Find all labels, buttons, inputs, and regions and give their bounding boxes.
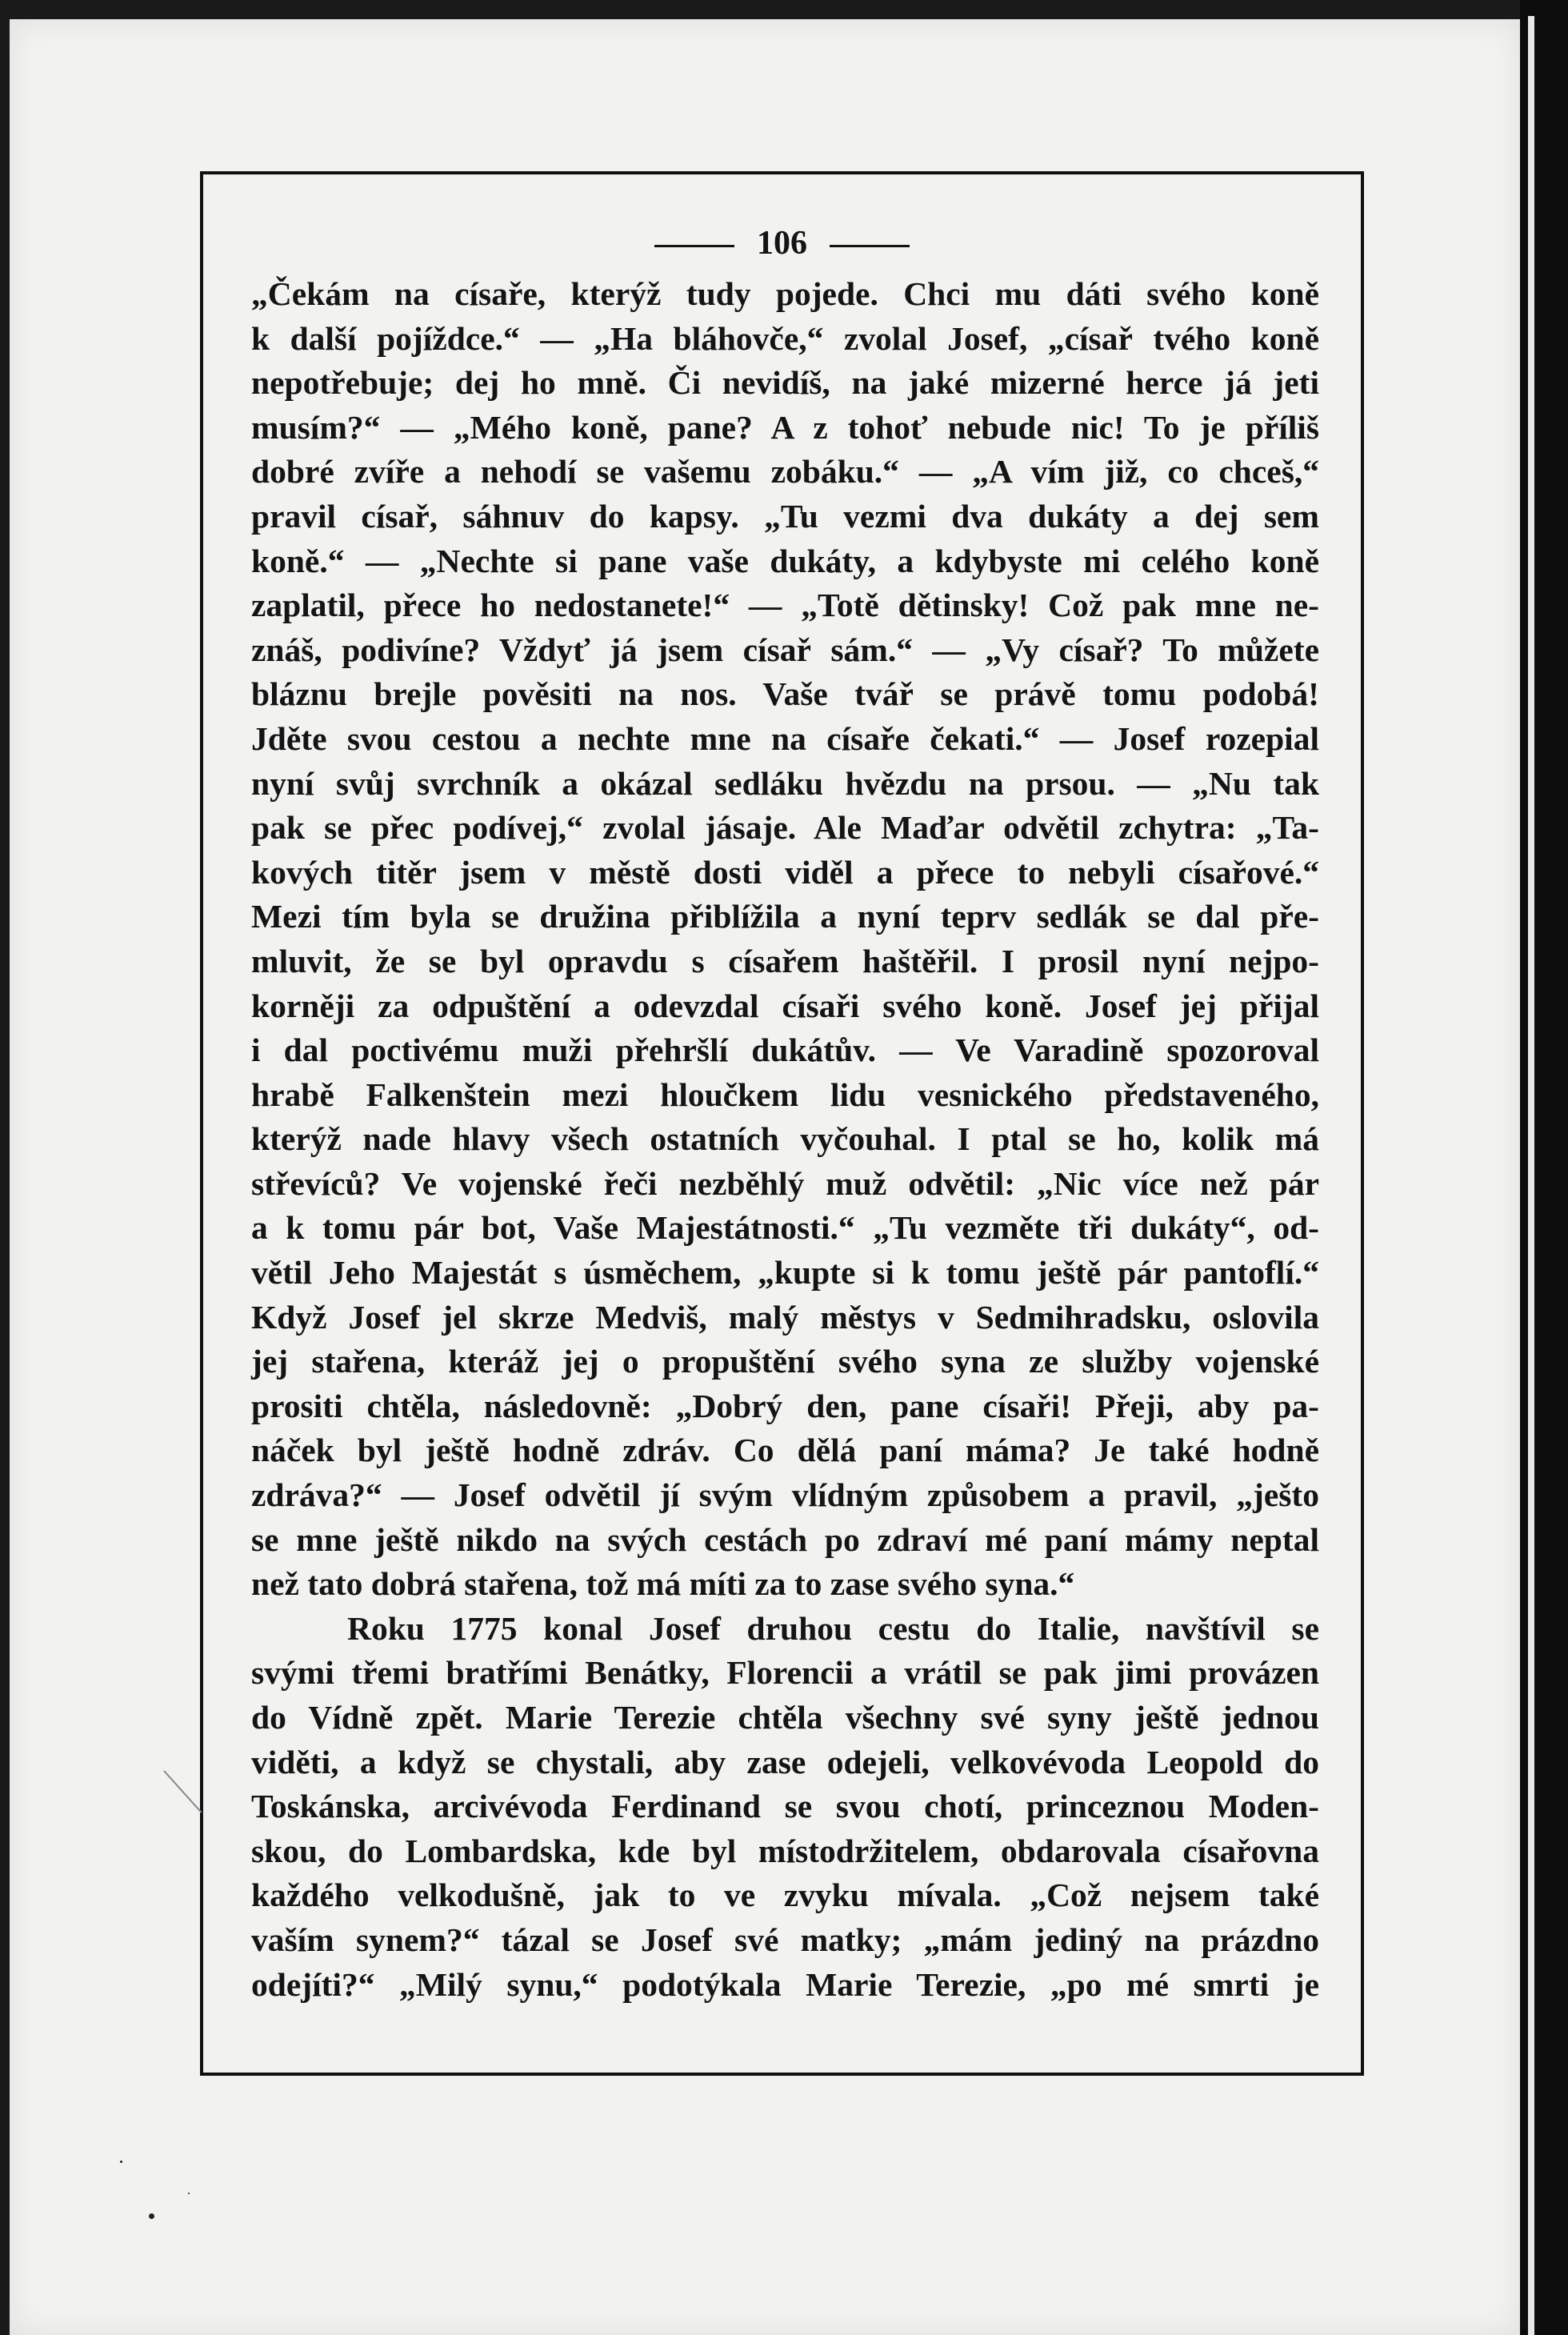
text-line: viděti, a když se chystali, aby zase odejeli, velkovévoda Leopold do — [251, 1743, 1319, 1780]
text-line: bláznu brejle pověsiti na nos. Vaše tvář se právě tomu podobá! — [251, 675, 1319, 713]
text-line: Jděte svou cestou a nechte mne na císaře čekati.“ — Josef rozepial — [251, 719, 1319, 757]
paragraph-end-line: než tato dobrá stařena, tož má míti za to zase svého syna.“ — [251, 1565, 1075, 1603]
text-line: musím?“ — „Mého koně, pane? A z tohoť nebude nic! To je příliš — [251, 408, 1319, 446]
text-line: znáš, podivíne? Vždyť já jsem císař sám.“ — „Vy císař? To můžete — [251, 631, 1319, 668]
text-line: náček byl ještě hodně zdráv. Co dělá paní máma? Je také hodně — [251, 1432, 1319, 1469]
paragraph-start-line: Roku 1775 konal Josef druhou cestu do Italie, navštívil se — [347, 1609, 1319, 1647]
text-line: Když Josef jel skrze Medviš, malý městys v Sedmihradsku, oslovila — [251, 1298, 1319, 1336]
text-line: pravil císař, sáhnuv do kapsy. „Tu vezmi dva dukáty a dej sem — [251, 497, 1319, 535]
text-line: Mezi tím byla se družina přiblížila a nyní teprv sedlák se dal pře- — [251, 898, 1319, 935]
text-line: korněji za odpuštění a odevzdal císaři svého koně. Josef jej přijal — [251, 987, 1319, 1024]
text-line: kových titěr jsem v městě dosti viděl a přece to nebyli císařové.“ — [251, 853, 1319, 891]
adjacent-page-strip — [1528, 16, 1534, 2335]
header-rule-left — [654, 245, 734, 247]
text-line: do Vídně zpět. Marie Terezie chtěla všechny své syny ještě jednou — [251, 1699, 1319, 1736]
text-line: zdráva?“ — Josef odvětil jí svým vlídným způsobem a pravil, „ješto — [251, 1476, 1319, 1514]
dust-speck — [149, 2213, 154, 2219]
text-line: kterýž nade hlavy všech ostatních vyčouhal. I ptal se ho, kolik má — [251, 1120, 1319, 1158]
text-line: odejíti?“ „Milý synu,“ podotýkala Marie Terezie, „po mé smrti je — [251, 1965, 1319, 2003]
text-line: „Čekám na císaře, kterýž tudy pojede. Chci mu dáti svého koně — [251, 275, 1319, 312]
text-line: zaplatil, přece ho nedostanete!“ — „Totě dětinsky! Což pak mne ne- — [251, 587, 1319, 624]
text-line: skou, do Lombardska, kde byl místodržitelem, obdarovala císařovna — [251, 1832, 1319, 1869]
text-line: a k tomu pár bot, Vaše Majestátnosti.“ „Tu vezměte tři dukáty“, od- — [251, 1209, 1319, 1247]
text-line: mluvit, že se byl opravdu s císařem haštěřil. I prosil nyní nejpo- — [251, 942, 1319, 979]
text-line: jej stařena, kteráž jej o propuštění svého syna ze služby vojenské — [251, 1343, 1319, 1380]
text-line: každého velkodušně, jak to ve zvyku mívala. „Což nejsem také — [251, 1876, 1319, 1914]
dust-speck — [188, 2193, 190, 2194]
header-rule-right — [830, 245, 910, 247]
text-line: dobré zvíře a nehodí se vašemu zobáku.“ — „A vím již, co chceš,“ — [251, 453, 1319, 491]
text-line: Toskánska, arcivévoda Ferdinand se svou chotí, princeznou Moden- — [251, 1788, 1319, 1825]
text-frame — [200, 171, 1364, 2076]
page-number: 106 — [757, 225, 807, 262]
text-line: i dal poctivému muži přehršlí dukátův. — Ve Varadině spozoroval — [251, 1031, 1319, 1069]
text-line: prositi chtěla, následovně: „Dobrý den, pane císaři! Přeji, aby pa- — [251, 1387, 1319, 1424]
text-line: nyní svůj svrchník a okázal sedláku hvězdu na prsou. — „Nu tak — [251, 764, 1319, 802]
text-line: hrabě Falkenštein mezi hloučkem lidu vesnického představeného, — [251, 1075, 1319, 1113]
page-header — [203, 224, 1361, 262]
text-line: koně.“ — „Nechte si pane vaše dukáty, a kdybyste mi celého koně — [251, 542, 1319, 579]
text-line: pak se přec podívej,“ zvolal jásaje. Ale Maďar odvětil zchytra: „Ta- — [251, 809, 1319, 847]
body-text — [251, 272, 1319, 2007]
dust-speck — [120, 2161, 122, 2163]
text-line: se mne ještě nikdo na svých cestách po zdraví mé paní mámy neptal — [251, 1520, 1319, 1558]
scan-right-edge — [1520, 0, 1568, 2335]
text-line: nepotřebuje; dej ho mně. Či nevidíš, na jaké mizerné herce já jeti — [251, 364, 1319, 402]
text-line: vaším synem?“ tázal se Josef své matky; „mám jediný na prázdno — [251, 1920, 1319, 1958]
text-line: střevíců? Ve vojenské řeči nezběhlý muž odvětil: „Nic více než pár — [251, 1164, 1319, 1202]
text-line: větil Jeho Majestát s úsměchem, „kupte si k tomu ještě pár pantoflí.“ — [251, 1254, 1319, 1292]
text-line: k další pojíždce.“ — „Ha bláhovče,“ zvolal Josef, „císař tvého koně — [251, 319, 1319, 357]
text-line: svými třemi bratřími Benátky, Florencii a vrátil se pak jimi provázen — [251, 1654, 1319, 1692]
